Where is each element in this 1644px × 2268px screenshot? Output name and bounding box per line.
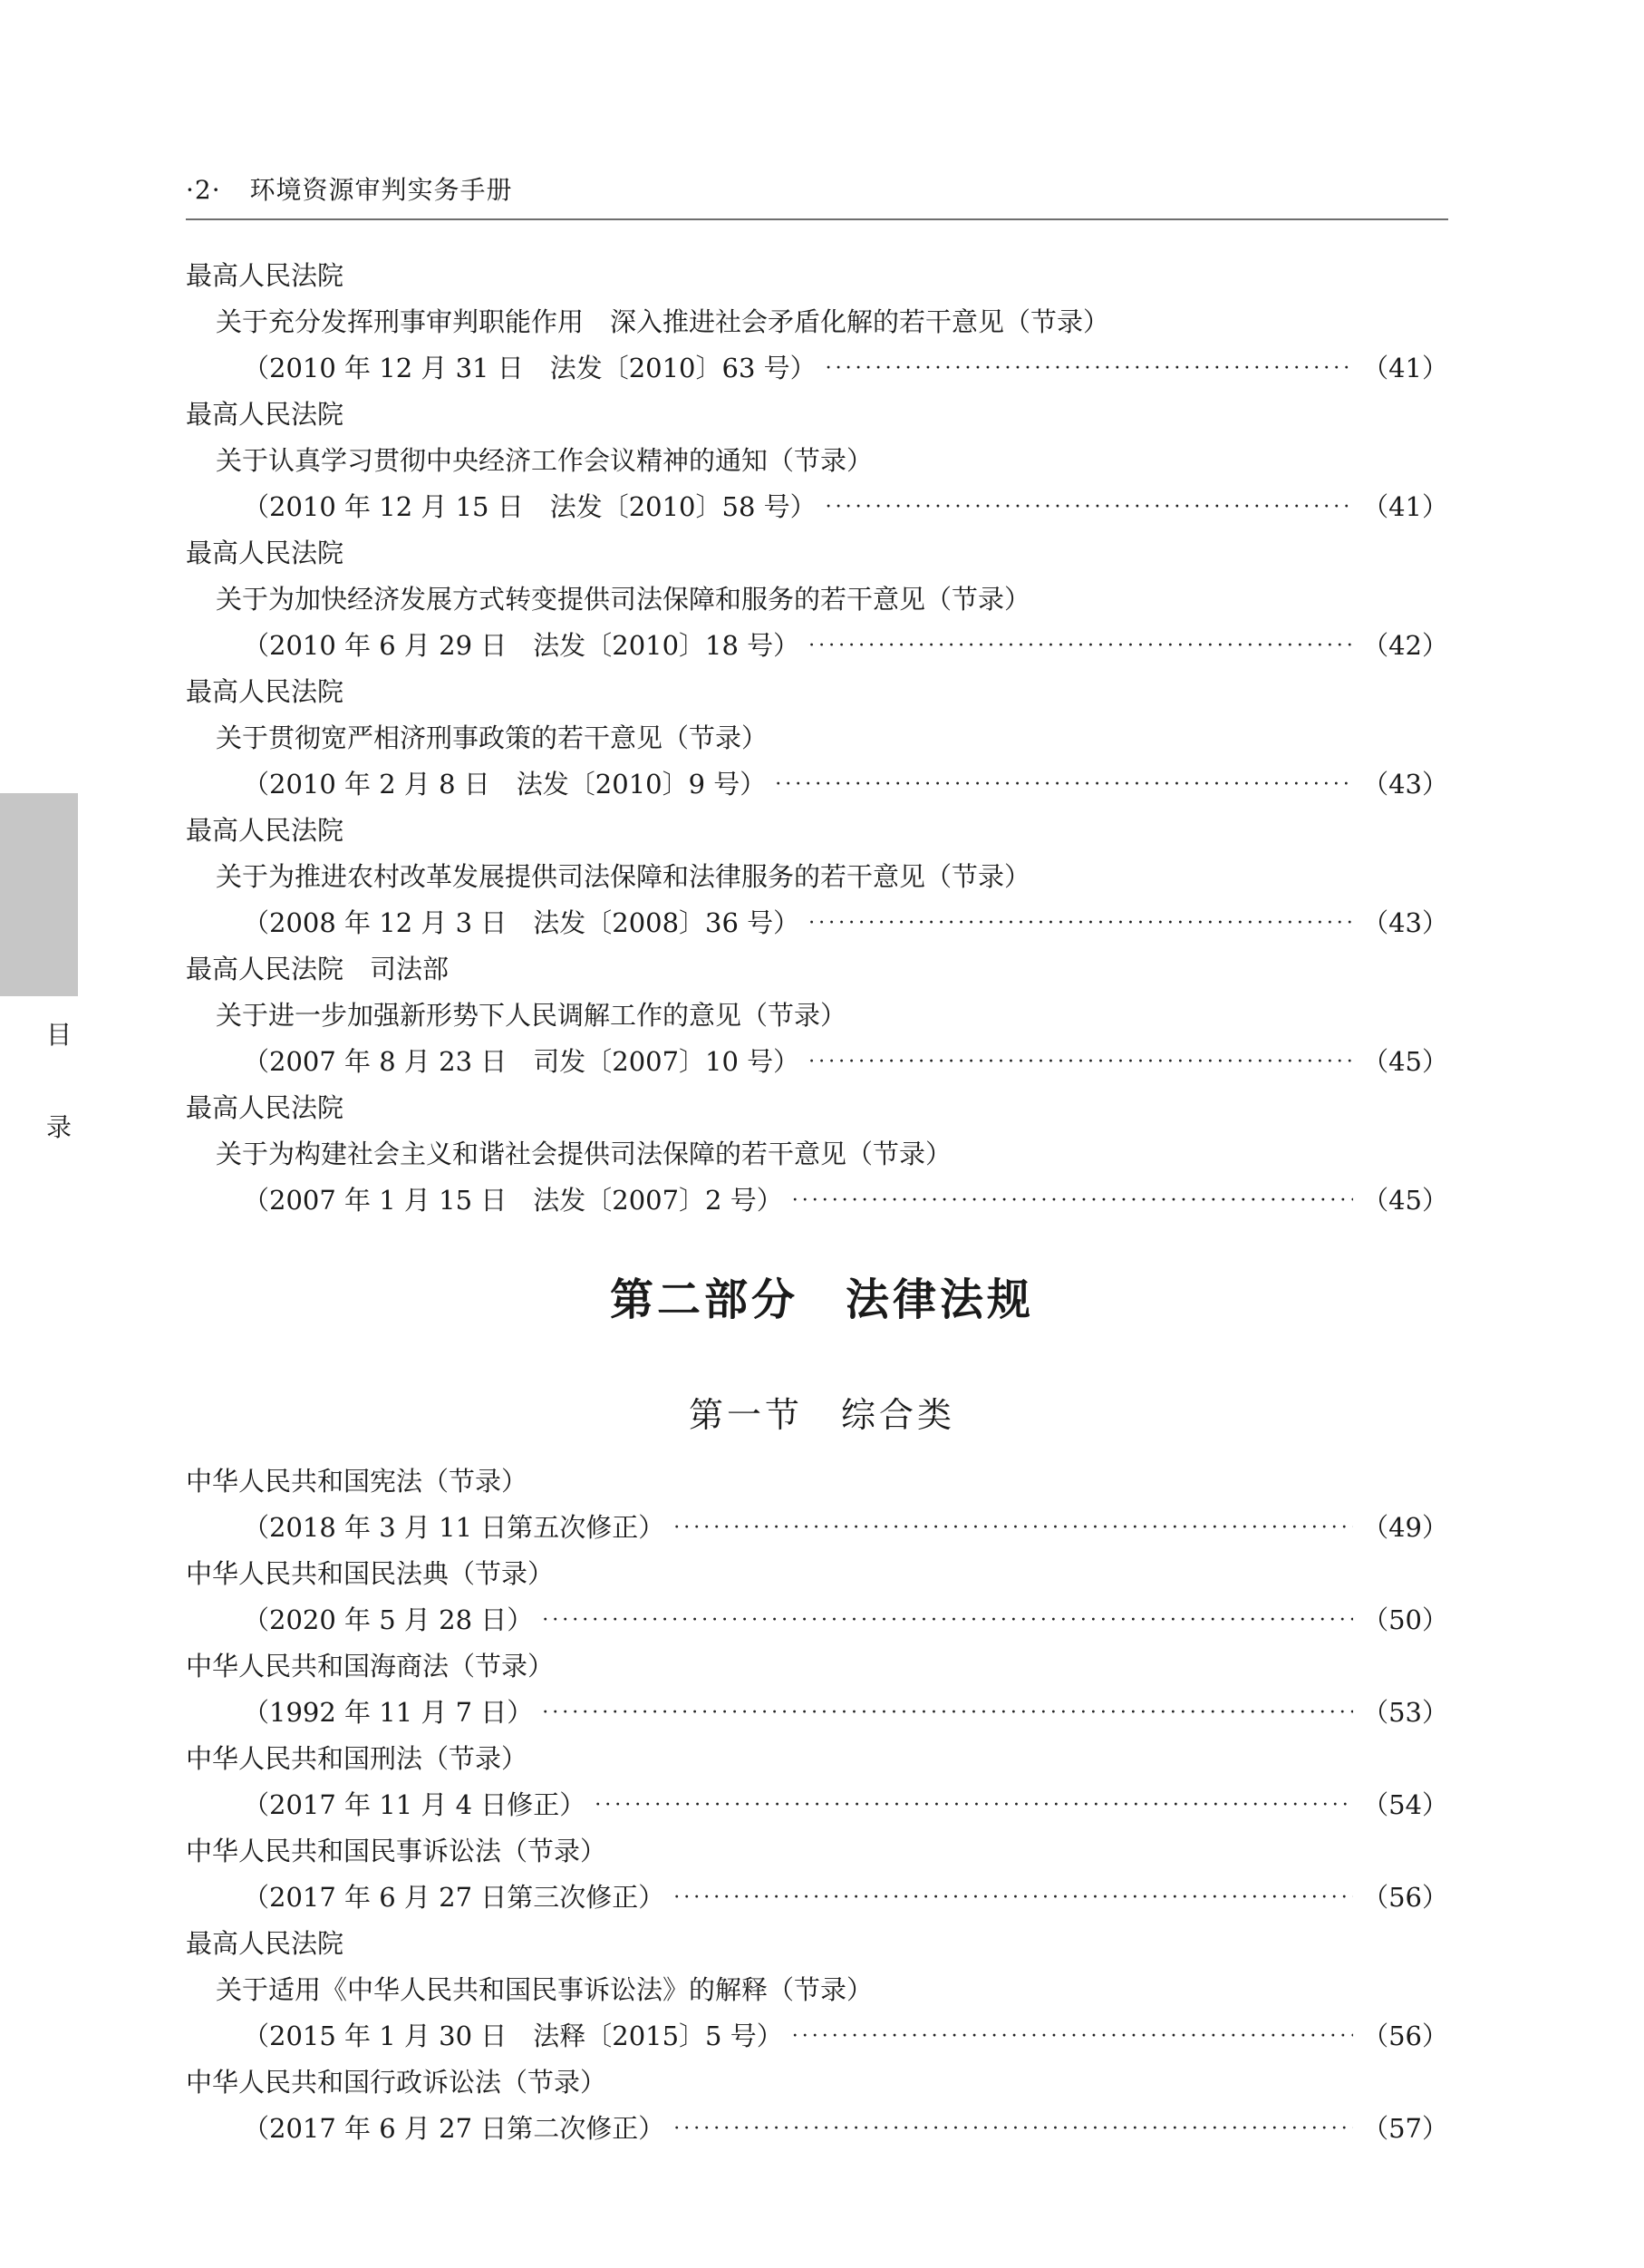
entry-page[interactable]: （53）: [1362, 1697, 1448, 1728]
toc-section-one-list: [186, 1459, 1448, 2152]
entry-meta-line: [186, 900, 1448, 946]
entry-issuer: 最高人民法院 司法部: [186, 954, 450, 984]
toc-entry[interactable]: [186, 2060, 1448, 2152]
entry-meta-line: [186, 1039, 1448, 1085]
entry-meta-line: [186, 2106, 1448, 2152]
leader-dots: [595, 1782, 1353, 1828]
entry-meta-line: [186, 1690, 1448, 1736]
toc-part-one-list: [186, 253, 1448, 1224]
entry-title[interactable]: 关于充分发挥刑事审判职能作用 深入推进社会矛盾化解的若干意见（节录）: [216, 306, 1110, 337]
page-number: ·2·: [186, 175, 221, 205]
entry-issuer: 最高人民法院: [186, 538, 344, 568]
entry-issuer: 最高人民法院: [186, 1092, 344, 1123]
side-label-mu: 目: [45, 1020, 72, 1050]
toc-entry[interactable]: [186, 1643, 1448, 1736]
leader-dots: [826, 484, 1353, 530]
entry-meta-line: [186, 623, 1448, 669]
entry-page[interactable]: （45）: [1362, 1185, 1448, 1216]
side-label-lu: 录: [45, 1112, 72, 1142]
entry-issuer: 最高人民法院: [186, 815, 344, 846]
entry-meta-line: [186, 1505, 1448, 1551]
toc-entry[interactable]: [186, 1736, 1448, 1828]
toc-entry[interactable]: [186, 1085, 1448, 1224]
leader-dots: [808, 900, 1353, 946]
entry-meta-line: [186, 1782, 1448, 1828]
entry-page[interactable]: （41）: [1362, 491, 1448, 522]
entry-page[interactable]: （54）: [1362, 1789, 1448, 1820]
entry-page[interactable]: （49）: [1362, 1512, 1448, 1543]
toc-entry[interactable]: [186, 253, 1448, 392]
entry-meta-line: [186, 484, 1448, 530]
entry-meta: （2010 年 2 月 8 日 法发〔2010〕9 号）: [243, 769, 767, 800]
entry-title[interactable]: 关于认真学习贯彻中央经济工作会议精神的通知（节录）: [216, 445, 874, 476]
entry-page[interactable]: （42）: [1362, 630, 1448, 661]
toc-entry[interactable]: [186, 1828, 1448, 1921]
entry-meta: （2017 年 6 月 27 日第三次修正）: [243, 1882, 665, 1913]
leader-dots: [673, 1505, 1353, 1551]
entry-meta: （2008 年 12 月 3 日 法发〔2008〕36 号）: [243, 907, 800, 938]
leader-dots: [542, 1690, 1353, 1736]
entry-issuer: 最高人民法院: [186, 1928, 344, 1959]
entry-title[interactable]: 关于适用《中华人民共和国民事诉讼法》的解释（节录）: [216, 1974, 874, 2005]
leader-dots: [808, 1039, 1353, 1085]
toc-entry[interactable]: [186, 808, 1448, 946]
entry-meta: （2007 年 1 月 15 日 法发〔2007〕2 号）: [243, 1185, 783, 1216]
entry-page[interactable]: （45）: [1362, 1046, 1448, 1077]
leader-dots: [775, 761, 1353, 808]
entry-meta: （2007 年 8 月 23 日 司发〔2007〕10 号）: [243, 1046, 800, 1077]
side-thumb-tab: [0, 793, 78, 996]
book-title: 环境资源审判实务手册: [249, 175, 513, 205]
entry-title[interactable]: 中华人民共和国刑法（节录）: [186, 1743, 528, 1774]
entry-title[interactable]: 中华人民共和国海商法（节录）: [186, 1651, 555, 1682]
entry-issuer: 最高人民法院: [186, 676, 344, 707]
leader-dots: [808, 623, 1353, 669]
entry-title[interactable]: 关于为推进农村改革发展提供司法保障和法律服务的若干意见（节录）: [216, 861, 1031, 892]
entry-page[interactable]: （56）: [1362, 2021, 1448, 2051]
entry-title[interactable]: 关于贯彻宽严相济刑事政策的若干意见（节录）: [216, 722, 769, 753]
entry-meta: （2017 年 11 月 4 日修正）: [243, 1789, 586, 1820]
entry-page[interactable]: （43）: [1362, 769, 1448, 800]
entry-page[interactable]: （56）: [1362, 1882, 1448, 1913]
leader-dots: [792, 1178, 1353, 1224]
entry-meta: （2018 年 3 月 11 日第五次修正）: [243, 1512, 665, 1543]
leader-dots: [826, 345, 1353, 392]
entry-title[interactable]: 中华人民共和国民法典（节录）: [186, 1558, 555, 1589]
leader-dots: [673, 2106, 1353, 2152]
toc-entry[interactable]: [186, 1459, 1448, 1551]
entry-meta: （2010 年 6 月 29 日 法发〔2010〕18 号）: [243, 630, 800, 661]
section-title: 第一节 综合类: [688, 1395, 955, 1435]
toc-entry[interactable]: [186, 669, 1448, 808]
leader-dots: [792, 2013, 1353, 2060]
toc-entry[interactable]: [186, 1921, 1448, 2060]
entry-meta: （2010 年 12 月 15 日 法发〔2010〕58 号）: [243, 491, 817, 522]
entry-meta: （2015 年 1 月 30 日 法释〔2015〕5 号）: [243, 2021, 783, 2051]
entry-title[interactable]: 中华人民共和国宪法（节录）: [186, 1466, 528, 1497]
entry-meta-line: [186, 345, 1448, 392]
toc-entry[interactable]: [186, 530, 1448, 669]
entry-meta-line: [186, 761, 1448, 808]
entry-title[interactable]: 关于为加快经济发展方式转变提供司法保障和服务的若干意见（节录）: [216, 584, 1031, 615]
entry-meta-line: [186, 1597, 1448, 1643]
entry-page[interactable]: （41）: [1362, 353, 1448, 383]
running-header: [186, 170, 513, 207]
entry-meta-line: [186, 2013, 1448, 2060]
entry-title[interactable]: 关于进一步加强新形势下人民调解工作的意见（节录）: [216, 1000, 847, 1031]
entry-issuer: 最高人民法院: [186, 260, 344, 291]
leader-dots: [542, 1597, 1353, 1643]
entry-meta: （2020 年 5 月 28 日）: [243, 1604, 534, 1635]
entry-title[interactable]: 中华人民共和国行政诉讼法（节录）: [186, 2067, 607, 2098]
toc-entry[interactable]: [186, 946, 1448, 1085]
entry-issuer: 最高人民法院: [186, 399, 344, 430]
toc-entry[interactable]: [186, 392, 1448, 530]
leader-dots: [673, 1875, 1353, 1921]
entry-meta: （1992 年 11 月 7 日）: [243, 1697, 534, 1728]
entry-meta: （2017 年 6 月 27 日第二次修正）: [243, 2113, 665, 2144]
entry-title[interactable]: 关于为构建社会主义和谐社会提供司法保障的若干意见（节录）: [216, 1139, 953, 1169]
entry-meta-line: [186, 1875, 1448, 1921]
entry-page[interactable]: （50）: [1362, 1604, 1448, 1635]
entry-meta-line: [186, 1178, 1448, 1224]
toc-entry[interactable]: [186, 1551, 1448, 1643]
header-rule: [186, 218, 1448, 220]
entry-page[interactable]: （57）: [1362, 2113, 1448, 2144]
part-title: 第二部分 法律法规: [609, 1275, 1034, 1325]
entry-title[interactable]: 中华人民共和国民事诉讼法（节录）: [186, 1836, 607, 1866]
entry-page[interactable]: （43）: [1362, 907, 1448, 938]
entry-meta: （2010 年 12 月 31 日 法发〔2010〕63 号）: [243, 353, 817, 383]
